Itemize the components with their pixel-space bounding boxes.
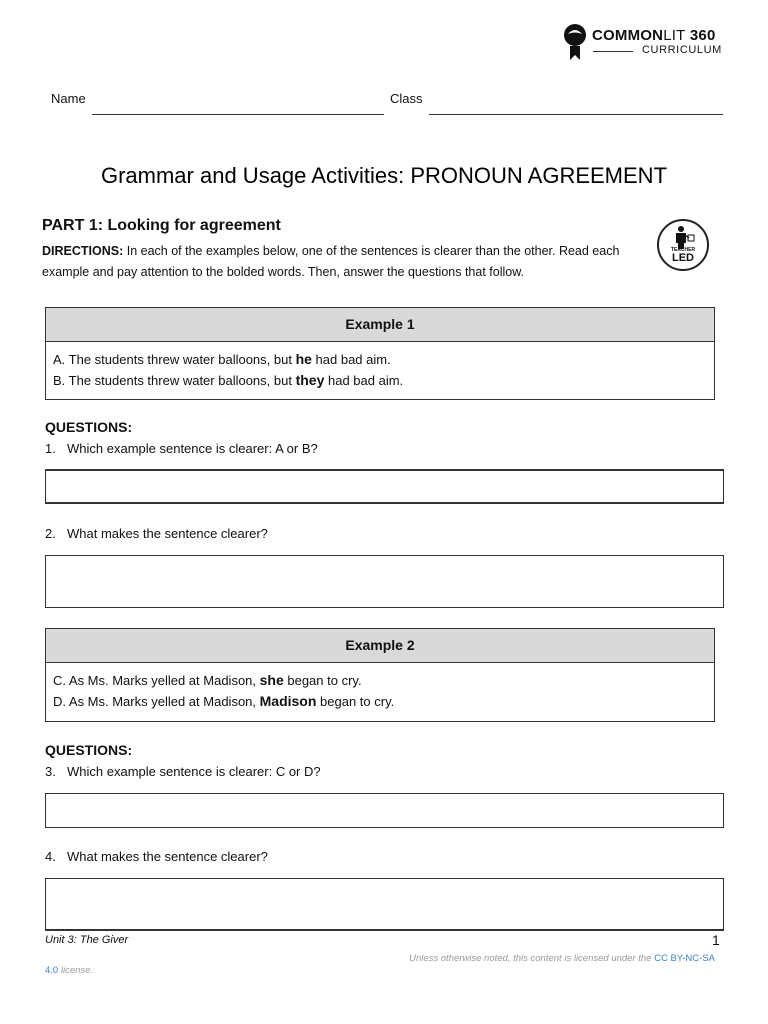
license-line-2: 4.0 license. [45,965,94,976]
example-1-body [46,342,714,398]
license-link-version[interactable]: 4.0 [45,965,59,976]
questions-heading-1: QUESTIONS: [45,419,133,435]
name-label: Name [51,91,86,106]
question-2: 2. What makes the sentence clearer? [45,526,268,541]
questions-heading-2: QUESTIONS: [45,742,133,758]
commonlit-emblem-icon [562,22,588,62]
example-1-sentence-b: B. The students threw water balloons, but they had bad aim. [53,372,404,388]
example-2-sentence-c: C. As Ms. Marks yelled at Madison, she began to cry. [53,672,362,688]
example-1-sentence-a: A. The students threw water balloons, but he had bad aim. [53,351,391,367]
directions-label: DIRECTIONS: [42,244,124,258]
example-2-heading: Example 2 [46,629,714,663]
answer-box-4[interactable] [45,878,724,931]
badge-top-text: TEACHER [670,247,696,253]
commonlit-logo [562,22,727,62]
logo-divider [593,51,633,52]
example-1-table [45,307,715,400]
question-3: 3. Which example sentence is clearer: C or D? [45,764,321,779]
answer-box-3[interactable] [45,793,724,828]
page-number: 1 [712,932,720,948]
answer-box-1[interactable] [45,469,724,504]
teacher-led-badge [657,219,709,271]
badge-main-text: LED [672,252,694,264]
directions [42,241,634,283]
question-4: 4. What makes the sentence clearer? [45,849,268,864]
part1-title: PART 1: Looking for agreement [42,217,281,234]
name-field[interactable] [92,114,384,115]
question-1: 1. Which example sentence is clearer: A or B? [45,441,318,456]
license-line-1: Unless otherwise noted, this content is licensed under the CC BY-NC-SA [409,953,715,964]
example-1-heading: Example 1 [46,308,714,342]
example-2-sentence-d: D. As Ms. Marks yelled at Madison, Madison began to cry. [53,693,395,709]
class-label: Class [390,91,423,106]
directions-text: In each of the examples below, one of the sentences is clearer than the other. Read each example and pay attention to the bolded words. Then, answer the questions that follow. [42,244,620,279]
page-title: Grammar and Usage Activities: PRONOUN AGREEMENT [100,163,668,188]
example-2-body [46,663,714,719]
footer-unit: Unit 3: The Giver [45,934,129,946]
answer-box-2[interactable] [45,555,724,608]
logo-brand: COMMONLIT 360 [592,27,716,44]
license-link[interactable]: CC BY-NC-SA [654,953,715,964]
class-field[interactable] [429,114,723,115]
logo-subtitle: CURRICULUM [642,44,722,56]
example-2-table [45,628,715,722]
